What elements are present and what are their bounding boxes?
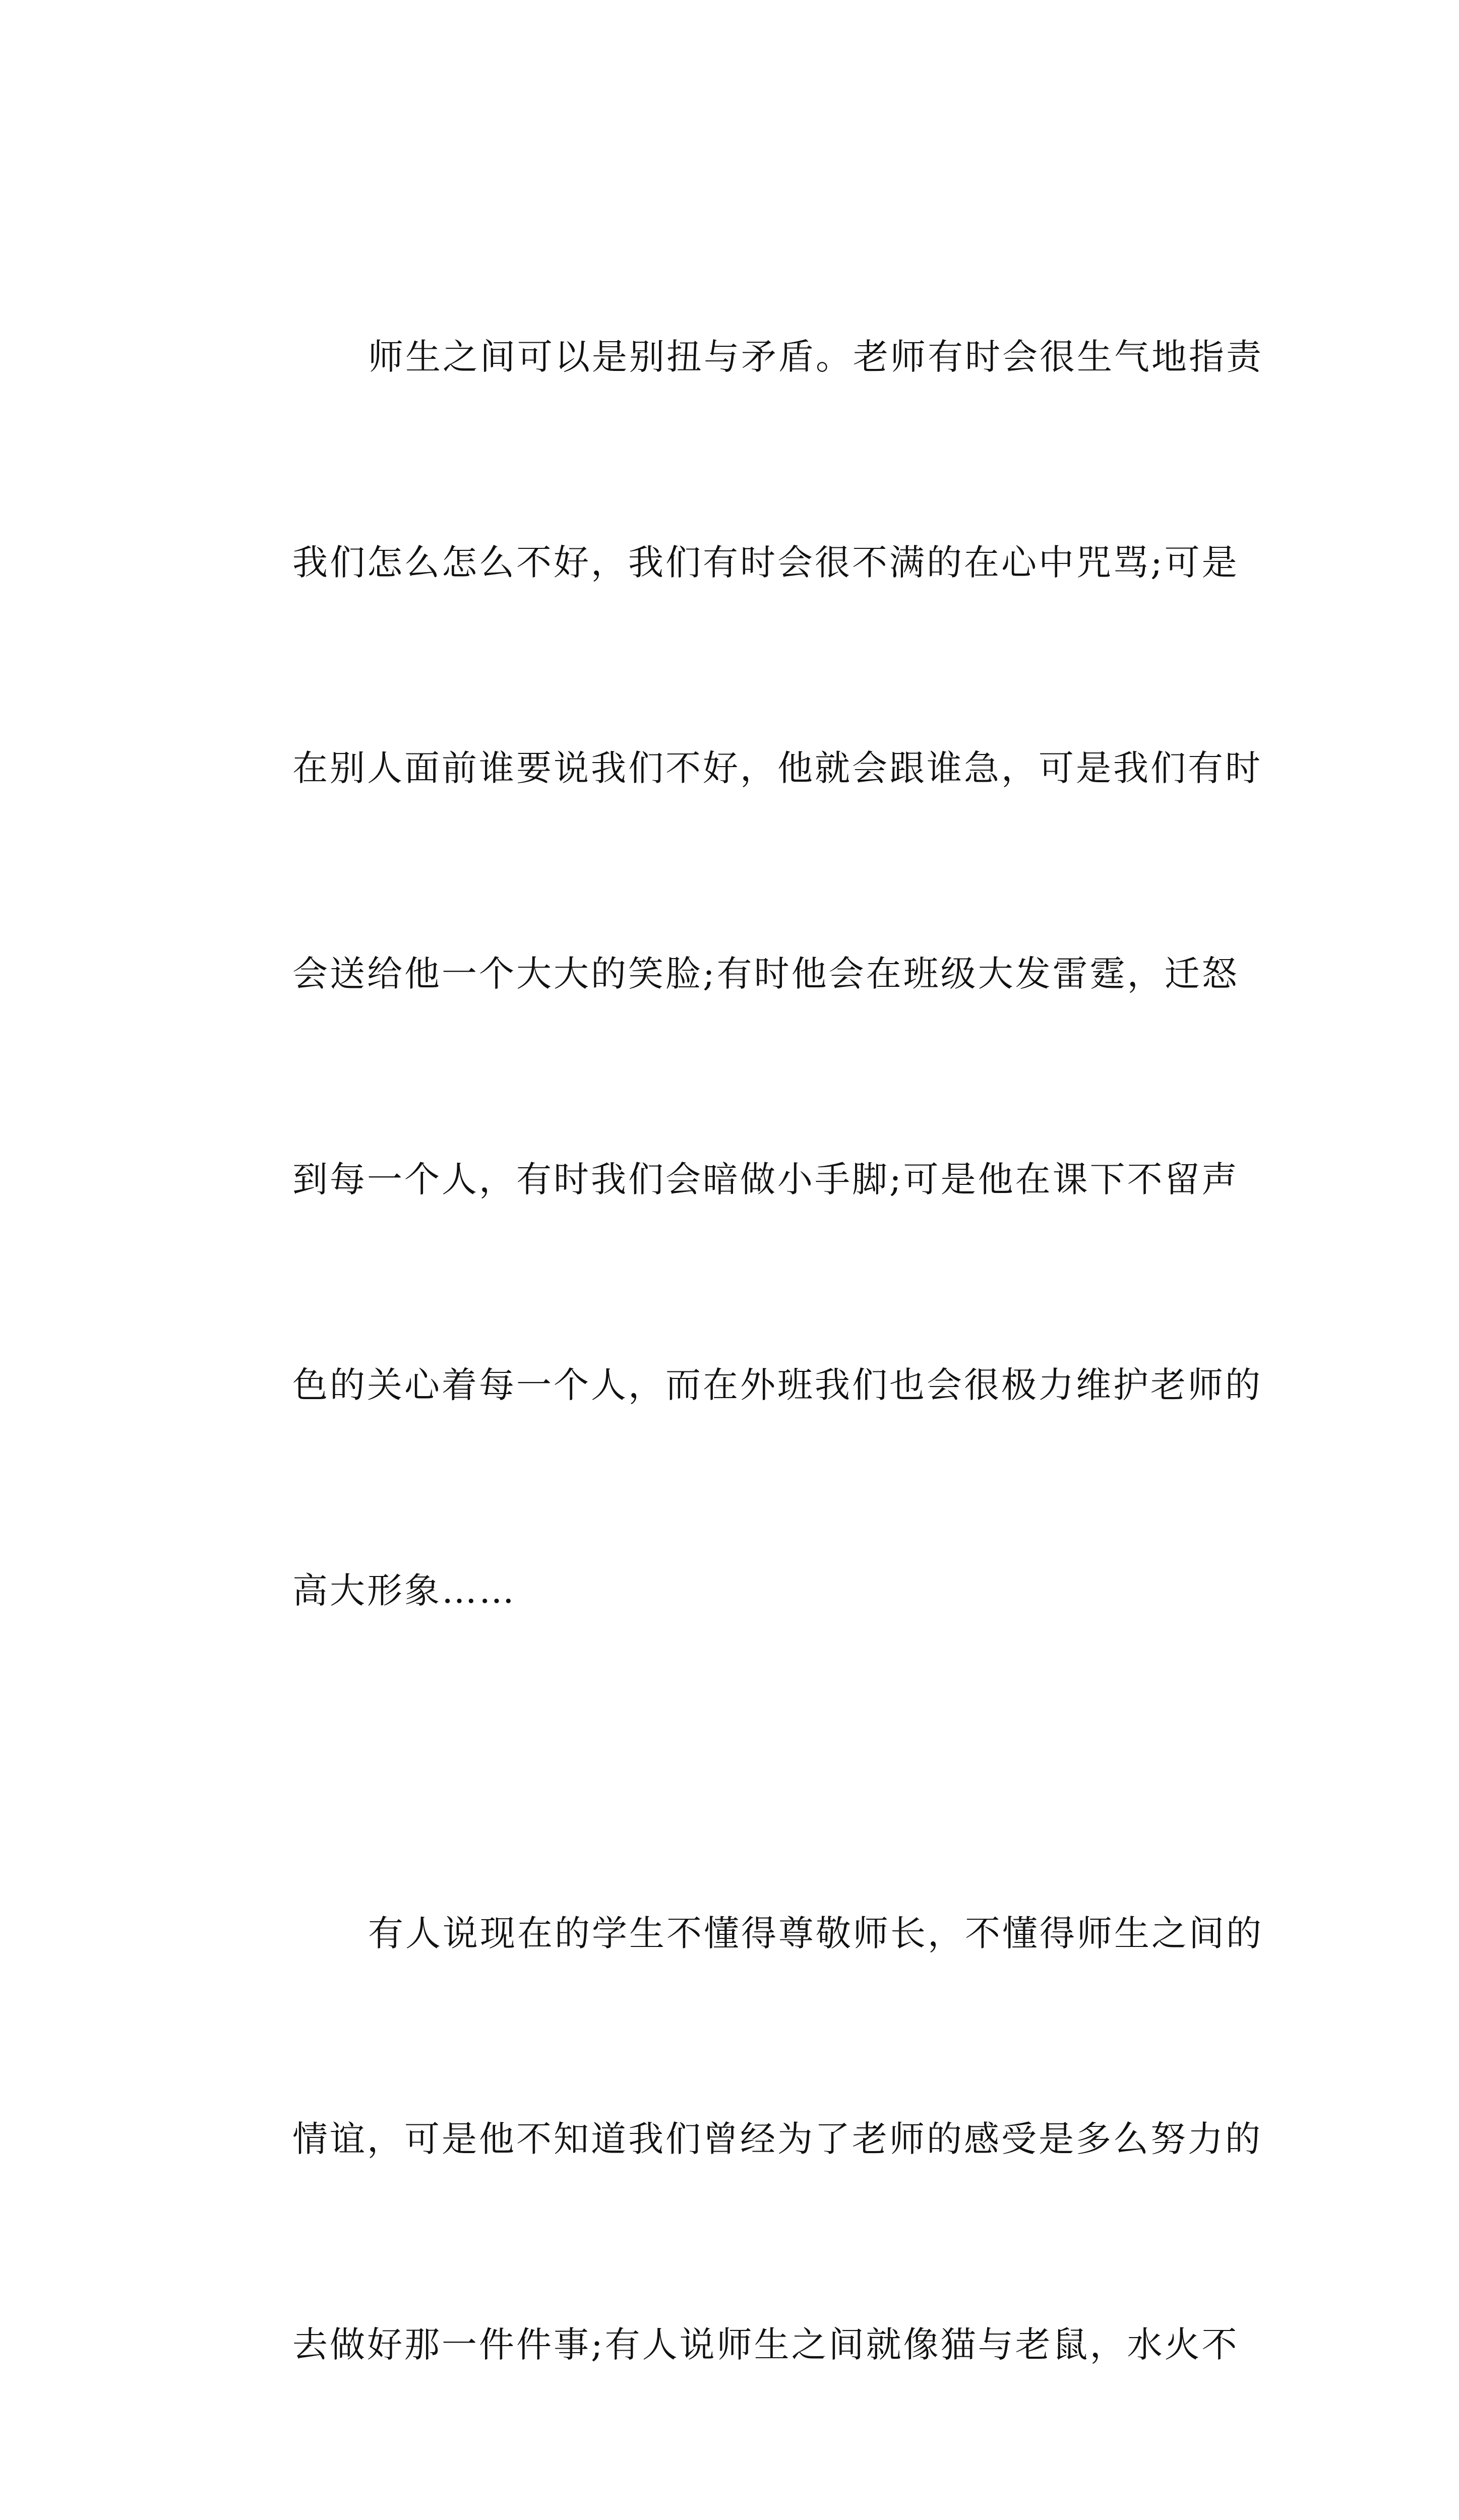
text-line: 情谊，可是他不知道我们曾经为了老师的感受是多么努力的 (292, 2118, 1262, 2160)
text-line: 在别人面前谁要说我们不好，他就会跟谁急，可是我们有时 (292, 747, 1262, 789)
document-body (222, 185, 1263, 2520)
text-line: 有人说现在的学生不懂得尊敬师长，不懂得师生之间的 (368, 1913, 1263, 1954)
text-line: 师生之间可以是别扭与矛盾。老师有时会很生气地指责 (368, 336, 1263, 377)
paragraph-2 (222, 1762, 1263, 2520)
text-line: 到每一个人，有时我们会暗做小手脚;可是他在课下不留声 (292, 1159, 1239, 1200)
text-line: 去做好那一件件事;有人说师生之间就像猫与老鼠，水火不 (292, 2324, 1239, 2365)
text-line: 色的关心着每一个人，而在外班我们也会很极力维护老师的 (292, 1364, 1262, 1406)
text-line (222, 2516, 1245, 2520)
text-line: 高大形象…… (292, 1570, 516, 1611)
paragraph-1 (222, 185, 1263, 1762)
text-line: 我们怎么怎么不好，我们有时会很不满的在心中咒骂;可是 (292, 542, 1239, 583)
text-line: 会送给他一个大大的笑脸;有时他会在班级大发雷霆，迁怒 (292, 953, 1239, 994)
